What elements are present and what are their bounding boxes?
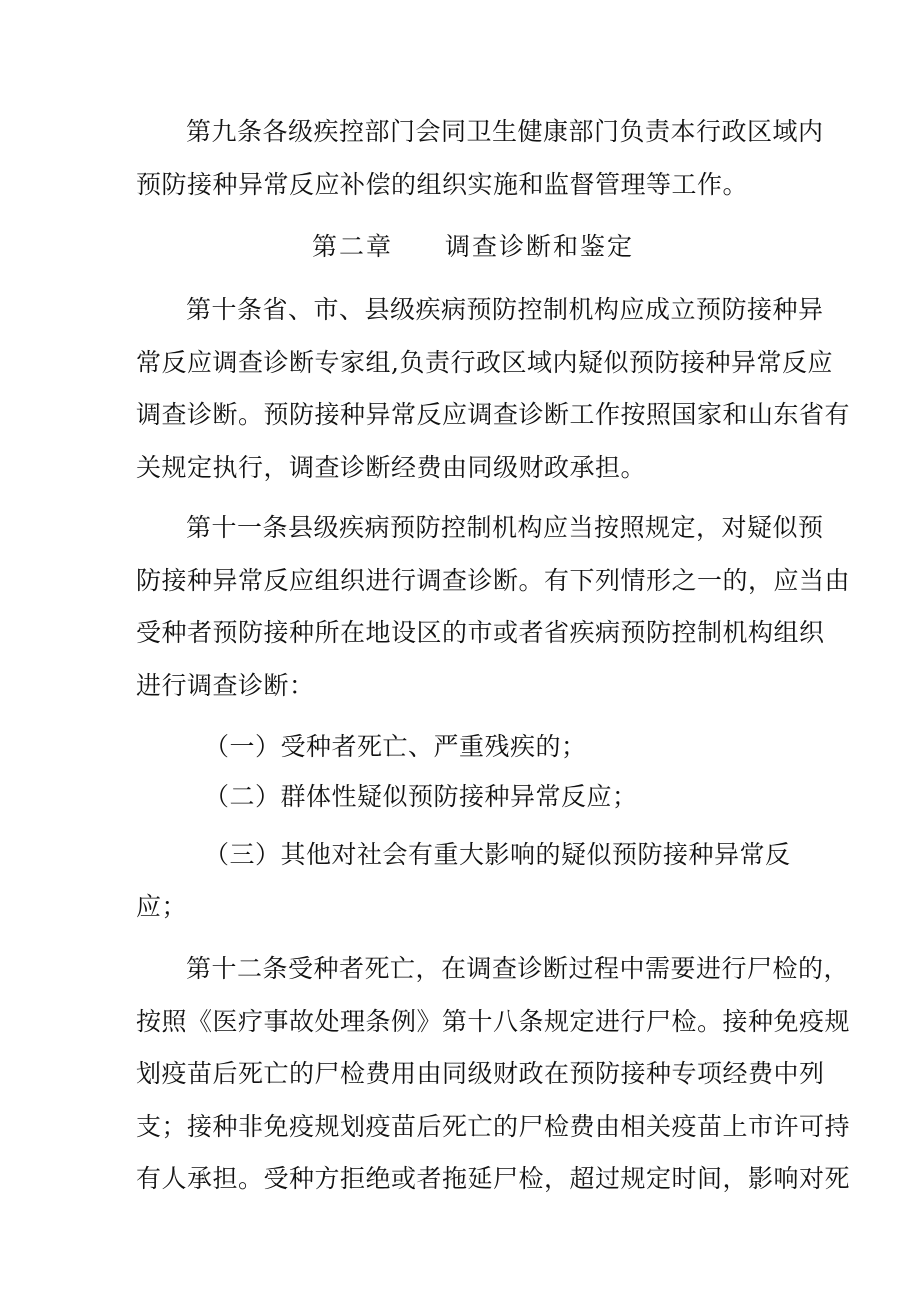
article-12-line-1: 第十二条受种者死亡，在调查诊断过程中需要进行尸检的， <box>186 954 850 983</box>
chapter-title: 调查诊断和鉴定 <box>445 232 635 261</box>
article-11-line-4: 进行调查诊断： <box>136 671 315 700</box>
article-10-line-4: 关规定执行，调查诊断经费由同级财政承担。 <box>136 453 647 482</box>
article-12-line-3: 划疫苗后死亡的尸检费用由同级财政在预防接种专项经费中列 <box>136 1059 825 1088</box>
article-12-line-5: 有人承担。受种方拒绝或者拖延尸检，超过规定时间，影响对死 <box>136 1164 851 1193</box>
article-11-line-2: 防接种异常反应组织进行调查诊断。有下列情形之一的，应当由 <box>136 566 851 595</box>
article-9-line-2: 预防接种异常反应补偿的组织实施和监督管理等工作。 <box>136 170 749 199</box>
article-11-line-1: 第十一条县级疾病预防控制机构应当按照规定，对疑似预 <box>186 513 824 542</box>
article-12-line-2: 按照《医疗事故处理条例》第十八条规定进行尸检。接种免疫规 <box>136 1007 851 1036</box>
list-item-1: （一）受种者死亡、严重残疾的； <box>204 732 587 761</box>
article-11-line-3: 受种者预防接种所在地设区的市或者省疾病预防控制机构组织 <box>136 618 825 647</box>
list-item-2: （二）群体性疑似预防接种异常反应； <box>204 782 638 811</box>
list-item-3-line-2: 应； <box>136 892 188 921</box>
article-9-line-1: 第九条各级疾控部门会同卫生健康部门负责本行政区域内 <box>186 117 824 146</box>
article-10-line-3: 调查诊断。预防接种异常反应调查诊断工作按照国家和山东省有 <box>136 400 851 429</box>
article-10-line-1: 第十条省、市、县级疾病预防控制机构应成立预防接种异 <box>186 295 824 324</box>
chapter-number: 第二章 <box>312 232 394 261</box>
chapter-heading <box>312 229 634 265</box>
article-12-line-4: 支；接种非免疫规划疫苗后死亡的尸检费由相关疫苗上市许可持 <box>136 1112 851 1141</box>
article-10-line-2: 常反应调查诊断专家组,负责行政区域内疑似预防接种异常反应 <box>136 348 833 377</box>
list-item-3-line-1: （三）其他对社会有重大影响的疑似预防接种异常反 <box>204 840 791 869</box>
